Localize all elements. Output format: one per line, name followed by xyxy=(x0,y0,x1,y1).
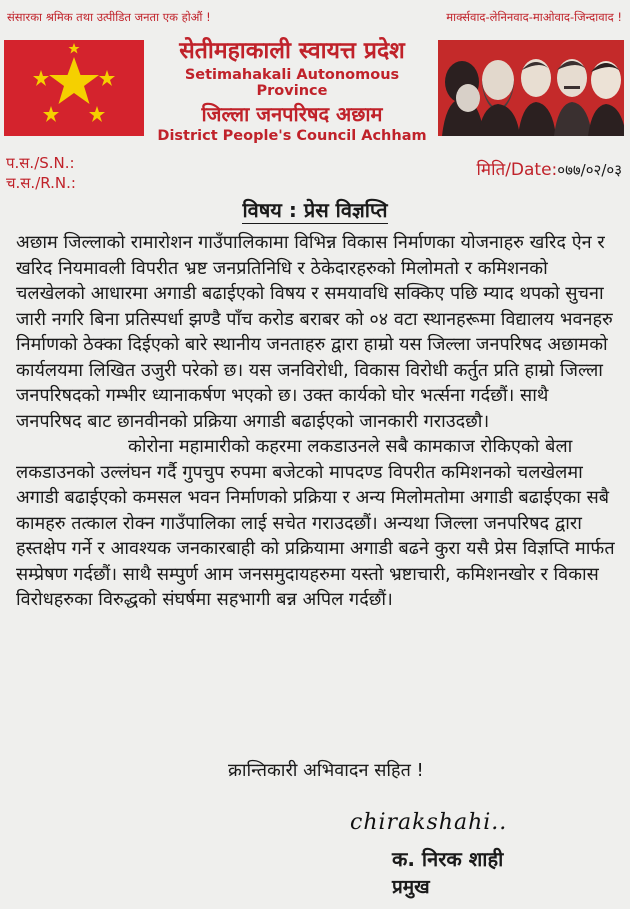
press-release-body xyxy=(16,230,616,613)
date-value: ०७७/०२/०३ xyxy=(557,161,622,179)
handwritten-signature: chirakshahi.. xyxy=(350,810,508,835)
party-flag xyxy=(4,40,144,136)
signatory-role: प्रमुख xyxy=(392,876,430,898)
leaders-portraits-image xyxy=(438,40,624,136)
rn-label: च.स./R.N.: xyxy=(6,174,76,192)
date-label: मिति/Date: xyxy=(476,160,558,180)
council-nepali: जिल्ला जनपरिषद अछाम xyxy=(201,102,383,126)
star-icon xyxy=(4,40,144,136)
council-english: District People's Council Achham xyxy=(157,128,427,144)
closing-salutation: क्रान्तिकारी अभिवादन सहित ! xyxy=(228,760,424,781)
body-paragraph-1: अछाम जिल्लाको रामारोशन गाउँपालिकामा विभिन्न विकास निर्माणका योजनाहरु खरिद ऐन र खरिद नियमावली विपरीत भ्रष्ट जनप्रतिनिधि र ठेकेदारहरुको मिलोमतो र कमिशनको चलखेलको आधारमा अगाडी बढाईएको विषय र समयावधि सक्किए पछि म्याद थपको सुचना जारी नगरि बिना प्रतिस्पर्धा झण्डै पाँच करोड बराबर को ०४ वटा स्थानहरूमा विद्यालय भवनहरु निर्माणको ठेक्का दिईएको बारे स्थानीय जनताहरु द्वारा हाम्रो यस जिल्ला जनपरिषद अछामको कार्यलयमा लिखित उजुरी परेको छ। यस जनविरोधी, विकास विरोधी कर्तुत प्रति हाम्रो जिल्ला जनपरिषदको गम्भीर ध्यानाकर्षण भएको छ। उक्त कार्यको घोर भर्त्सना गर्दछौं। साथै जनपरिषद बाट छानवीनको प्रक्रिया अगाडी बढाईएको जानकारी गराउदछौ। xyxy=(16,232,613,432)
title-english: Setimahakali Autonomous Province xyxy=(184,67,400,99)
reference-numbers xyxy=(6,153,76,193)
signatory-name: क. निरक शाही xyxy=(392,847,504,871)
sn-label: प.स./S.N.: xyxy=(6,154,75,172)
title-block xyxy=(148,33,436,144)
date-line xyxy=(477,157,622,180)
slogan-left: संसारका श्रमिक तथा उत्पीडित जनता एक होऔं ! xyxy=(7,10,211,24)
title-nepali: सेतीमहाकाली स्वायत्त प्रदेश xyxy=(179,38,405,64)
slogan-right: मार्क्सवाद-लेनिनवाद-माओवाद-जिन्दावाद ! xyxy=(446,10,622,24)
body-paragraph-2: कोरोना महामारीको कहरमा लकडाउनले सबै कामकाज रोकिएको बेला लकडाउनको उल्लंघन गर्दै गुपचुप रुपमा बजेटको मापदण्ड विपरीत कमिशनको चलखेलमा अगाडी बढाईएको कमसल भवन निर्माणको प्रक्रिया र अन्य मिलोमतोमा अगाडी बढाईएका सबै कामहरु तत्काल रोक्न गाउँपालिका लाई सचेत गराउदछौं। अन्यथा जिल्ला जनपरिषद द्वारा हस्तक्षेप गर्ने र आवश्यक जनकारबाही को प्रक्रियामा अगाडी बढने कुरा यसै प्रेस विज्ञप्ति मार्फत सम्प्रेषण गर्दछौं। साथै सम्पुर्ण आम जनसमुदायहरुमा यस्तो भ्रष्टाचारी, कमिशनखोर र विकास विरोधहरुका विरुद्धको संघर्षमा सहभागी बन्न अपिल गर्दछौं। xyxy=(16,436,615,610)
subject-heading xyxy=(0,196,630,223)
subject-text: विषय : प्रेस विज्ञप्ति xyxy=(242,198,388,222)
